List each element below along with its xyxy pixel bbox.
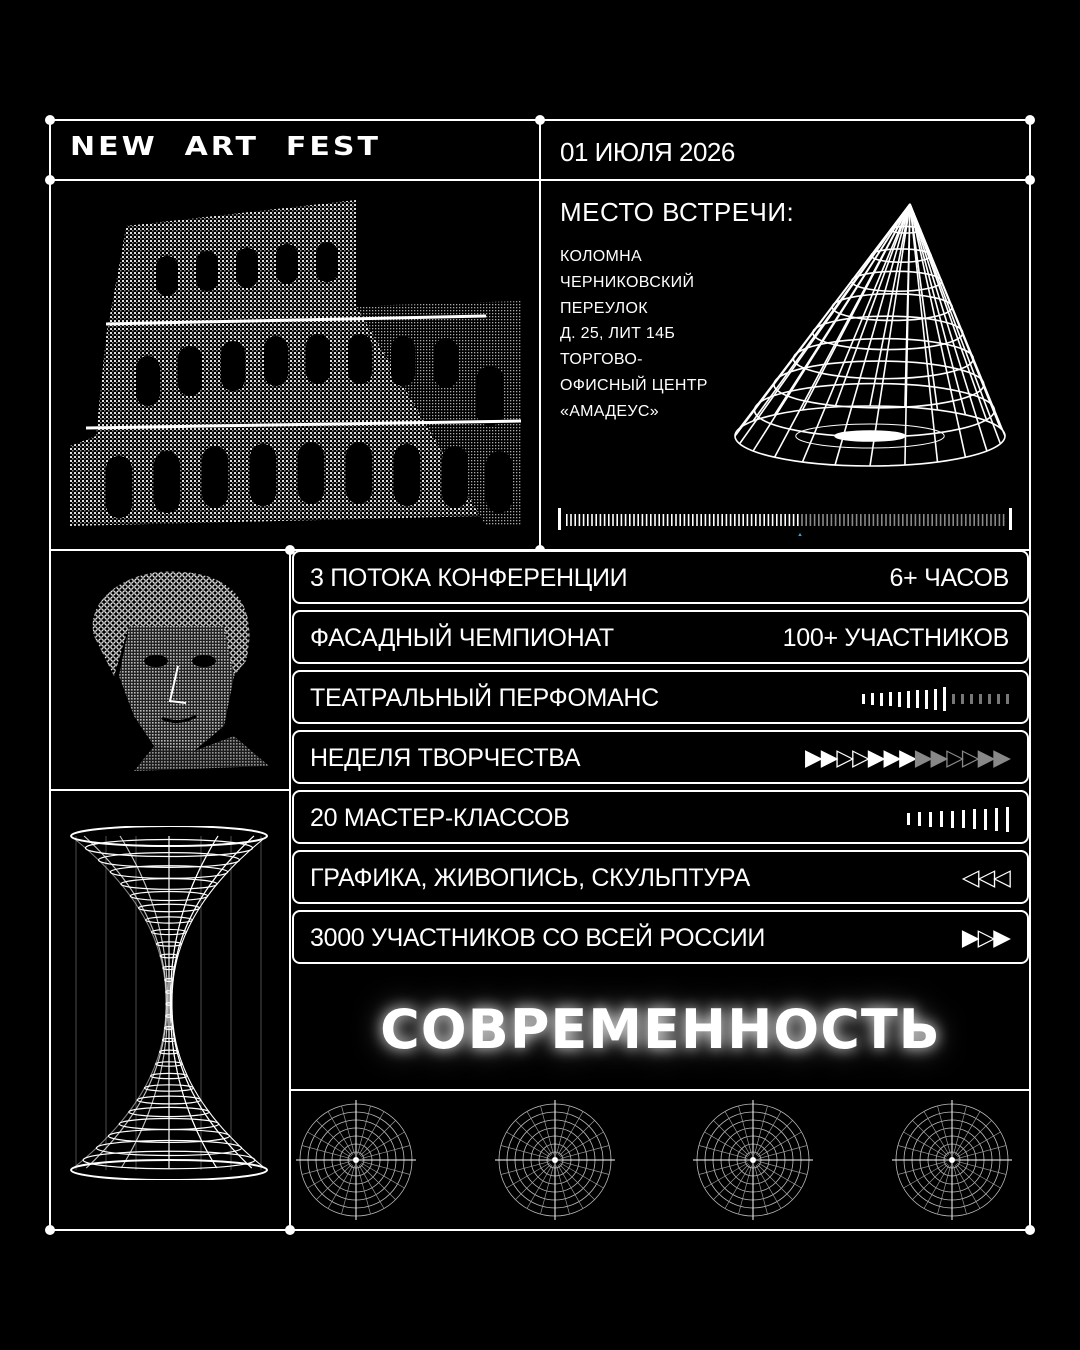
right-arrows-icon: ▶▷▶ <box>961 925 1009 951</box>
venue-heading: МЕСТО ВСТРЕЧИ: <box>560 197 795 227</box>
scale-bar <box>558 506 1018 536</box>
row-value: 100+ УЧАСТНИКОВ <box>782 624 1009 652</box>
venue-address <box>560 244 708 425</box>
program-row <box>292 550 1029 604</box>
program-row <box>292 670 1029 724</box>
program-row <box>292 730 1029 784</box>
program-row <box>292 610 1029 664</box>
david-statue-image <box>74 566 274 776</box>
program-row <box>292 850 1029 904</box>
address-line: КОЛОМНА <box>560 248 643 265</box>
left-arrows-icon: ◁◁◁ <box>961 865 1009 891</box>
radial-target-icon <box>296 1100 416 1220</box>
row-label: 20 МАСТЕР-КЛАССОВ <box>310 804 570 832</box>
row-label: ТЕАТРАЛЬНЫЙ ПЕРФОМАНС <box>310 684 659 712</box>
row-label: ФАСАДНЫЙ ЧЕМПИОНАТ <box>310 624 614 652</box>
radial-target-icon <box>892 1100 1012 1220</box>
slogan: СОВРЕМЕННОСТЬ <box>380 998 941 1061</box>
row-label: НЕДЕЛЯ ТВОРЧЕСТВА <box>310 744 581 772</box>
radial-target-icon <box>693 1100 813 1220</box>
program-row <box>292 910 1029 964</box>
row-value: 6+ ЧАСОВ <box>889 564 1009 592</box>
address-line: ОФИСНЫЙ ЦЕНТР <box>560 376 708 394</box>
level-bars-icon <box>862 687 1009 711</box>
address-line: ТОРГОВО- <box>560 351 643 369</box>
address-line: Д. 25, ЛИТ 14Б <box>560 325 676 343</box>
wireframe-cone <box>730 196 1020 476</box>
festival-title: NEW ART FEST <box>70 132 381 162</box>
row-label: 3000 УЧАСТНИКОВ СО ВСЕЙ РОССИИ <box>310 924 766 952</box>
row-label: 3 ПОТОКА КОНФЕРЕНЦИИ <box>310 564 628 592</box>
address-line: ЧЕРНИКОВСКИЙ <box>560 273 695 291</box>
wireframe-hourglass <box>66 826 272 1180</box>
level-bars-icon <box>907 807 1009 831</box>
radial-target-icon <box>495 1100 615 1220</box>
row-label: ГРАФИКА, ЖИВОПИСЬ, СКУЛЬПТУРА <box>310 864 750 892</box>
program-row <box>292 790 1029 844</box>
scale-marker-icon <box>797 533 803 536</box>
arrows-icon: ▶▶▷▷▶▶▶▶▶▷▷▶▶ <box>805 745 1009 771</box>
radial-targets <box>292 1096 1028 1224</box>
event-date: 01 ИЮЛЯ 2026 <box>560 137 735 167</box>
address-line: ПЕРЕУЛОК <box>560 299 648 317</box>
address-line: «АМАДЕУС» <box>560 402 659 420</box>
colosseum-image <box>66 196 526 536</box>
